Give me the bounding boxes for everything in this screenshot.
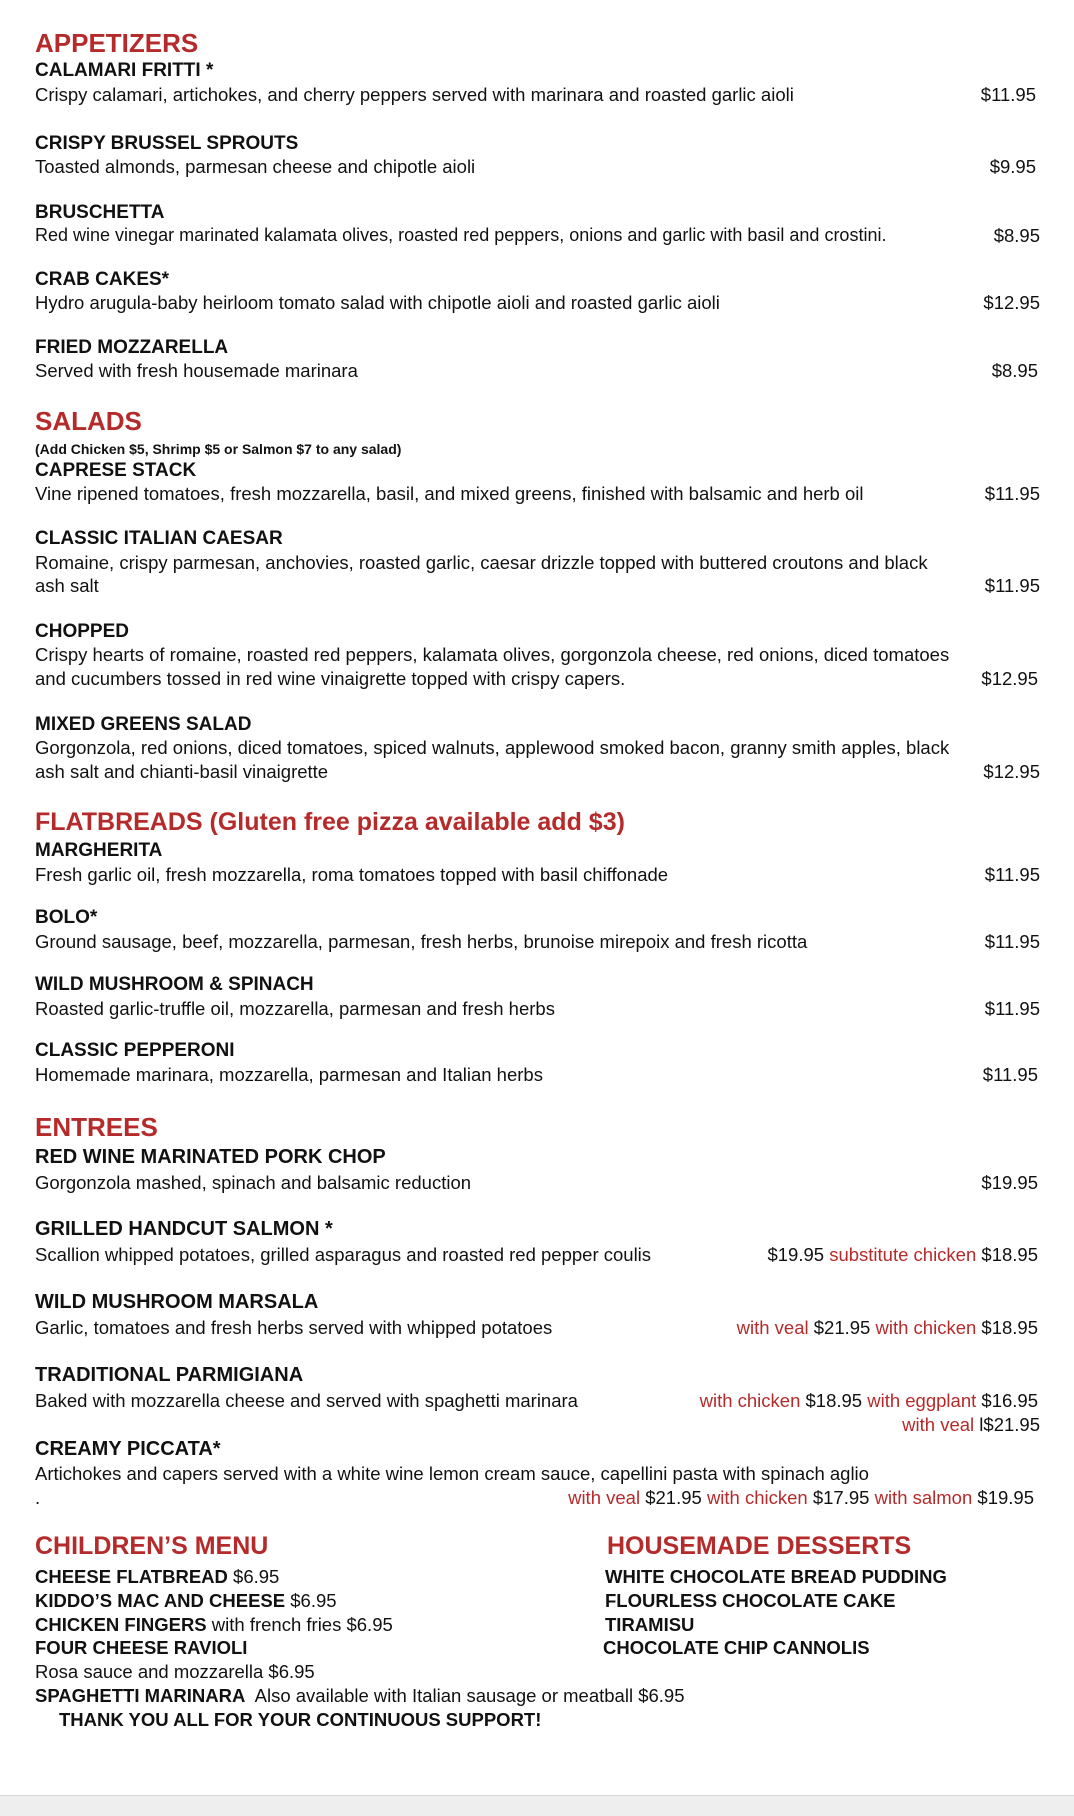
price: $19.95 bbox=[767, 1244, 825, 1265]
menu-item-description: ash salt bbox=[35, 575, 99, 596]
option-label: with chicken bbox=[699, 1390, 801, 1411]
menu-item-name: BRUSCHETTA bbox=[35, 202, 165, 223]
thank-you-message: THANK YOU ALL FOR YOUR CONTINUOUS SUPPORT! bbox=[59, 1709, 542, 1730]
menu-item-price: $12.95 bbox=[983, 761, 1040, 782]
menu-item-description: Gorgonzola, red onions, diced tomatoes, spiced walnuts, applewood smoked bacon, granny smith apples, black bbox=[35, 737, 950, 758]
option-label: with chicken bbox=[875, 1317, 977, 1338]
menu-item-name: CLASSIC ITALIAN CAESAR bbox=[35, 528, 283, 549]
menu-item-price: $8.95 bbox=[991, 360, 1038, 381]
option-price: $16.95 bbox=[981, 1390, 1038, 1411]
menu-item-name: GRILLED HANDCUT SALMON * bbox=[35, 1218, 333, 1240]
menu-item-price: $19.95 bbox=[981, 1172, 1038, 1193]
section-title-appetizers: APPETIZERS bbox=[35, 28, 199, 58]
menu-item-description: Artichokes and capers served with a white wine lemon cream sauce, capellini pasta with spinach aglio bbox=[35, 1463, 869, 1484]
child-item bbox=[35, 1566, 279, 1588]
menu-item-price: $12.95 bbox=[981, 668, 1038, 689]
option-price: $19.95 bbox=[977, 1487, 1034, 1508]
section-title-children: CHILDREN’S MENU bbox=[35, 1532, 269, 1560]
menu-item-description: Crispy hearts of romaine, roasted red peppers, kalamata olives, gorgonzola cheese, red onions, diced tomatoes bbox=[35, 644, 950, 665]
stray-dot: . bbox=[35, 1487, 41, 1508]
menu-item-price-options bbox=[902, 1414, 1040, 1436]
menu-item-name: MARGHERITA bbox=[35, 840, 163, 861]
menu-item-name: FRIED MOZZARELLA bbox=[35, 337, 229, 358]
menu-item-price-options bbox=[700, 1390, 1038, 1412]
menu-item-description: Vine ripened tomatoes, fresh mozzarella, basil, and mixed greens, finished with balsamic and herb oil bbox=[35, 483, 864, 504]
menu-item-description: Baked with mozzarella cheese and served with spaghetti marinara bbox=[35, 1390, 578, 1411]
option-label: with veal bbox=[568, 1487, 641, 1508]
section-title-flatbreads: FLATBREADS (Gluten free pizza available add $3) bbox=[35, 808, 625, 836]
child-item-name: KIDDO’S MAC AND CHEESE bbox=[35, 1590, 286, 1611]
menu-item-price: $11.95 bbox=[984, 998, 1040, 1019]
option-price: $18.95 bbox=[981, 1244, 1038, 1265]
menu-item-price-options bbox=[737, 1317, 1038, 1339]
option-price: $18.95 bbox=[805, 1390, 863, 1411]
dessert-item: WHITE CHOCOLATE BREAD PUDDING bbox=[605, 1566, 947, 1587]
menu-item-description: Crispy calamari, artichokes, and cherry peppers served with marinara and roasted garlic aioli bbox=[35, 84, 794, 105]
dessert-item: FLOURLESS CHOCOLATE CAKE bbox=[605, 1590, 896, 1611]
child-item bbox=[35, 1590, 337, 1612]
menu-item-name: MIXED GREENS SALAD bbox=[35, 714, 252, 735]
menu-item-description: ash salt and chianti-basil vinaigrette bbox=[35, 761, 329, 782]
menu-item-price: $11.95 bbox=[980, 84, 1036, 105]
child-item-price: $6.95 bbox=[233, 1566, 280, 1587]
menu-item-price: $11.95 bbox=[984, 575, 1040, 596]
menu-item-description: Gorgonzola mashed, spinach and balsamic reduction bbox=[35, 1172, 472, 1193]
child-item-name: CHICKEN FINGERS bbox=[35, 1614, 207, 1635]
option-label: with veal bbox=[902, 1414, 975, 1435]
menu-item-name: CRISPY BRUSSEL SPROUTS bbox=[35, 133, 299, 154]
menu-item-price: $11.95 bbox=[984, 931, 1040, 952]
menu-item-price-options bbox=[767, 1244, 1038, 1266]
child-item-extra: Also available with Italian sausage or meatball $6.95 bbox=[254, 1685, 685, 1706]
dessert-item: CHOCOLATE CHIP CANNOLIS bbox=[603, 1637, 870, 1658]
menu-item-description: Roasted garlic-truffle oil, mozzarella, parmesan and fresh herbs bbox=[35, 998, 555, 1019]
option-price: $21.95 bbox=[813, 1317, 871, 1338]
child-item-extra: with french fries $6.95 bbox=[211, 1614, 393, 1635]
menu-item-description: Romaine, crispy parmesan, anchovies, roasted garlic, caesar drizzle topped with buttered croutons and black bbox=[35, 552, 928, 573]
menu-item-description: Ground sausage, beef, mozzarella, parmesan, fresh herbs, brunoise mirepoix and fresh ricotta bbox=[35, 931, 808, 952]
option-label: with veal bbox=[736, 1317, 809, 1338]
menu-item-name: CRAB CAKES* bbox=[35, 269, 170, 290]
menu-item-price: $11.95 bbox=[982, 1064, 1038, 1085]
section-title-desserts: HOUSEMADE DESSERTS bbox=[607, 1532, 912, 1560]
menu-item-description: Red wine vinegar marinated kalamata olives, roasted red peppers, onions and garlic with basil and crostini. bbox=[35, 225, 887, 245]
child-item-name: CHEESE FLATBREAD bbox=[35, 1566, 228, 1587]
menu-item-price: $11.95 bbox=[984, 483, 1040, 504]
menu-item-name: CREAMY PICCATA* bbox=[35, 1438, 221, 1460]
child-item-name: FOUR CHEESE RAVIOLI bbox=[35, 1637, 248, 1658]
menu-item-price-options bbox=[568, 1487, 1034, 1509]
menu-item-price: $11.95 bbox=[984, 864, 1040, 885]
section-title-salads: SALADS bbox=[35, 406, 142, 436]
child-item bbox=[35, 1685, 685, 1707]
salads-addon-note: (Add Chicken $5, Shrimp $5 or Salmon $7 to any salad) bbox=[35, 441, 402, 457]
option-price: l$21.95 bbox=[979, 1414, 1040, 1435]
menu-item-description: and cucumbers tossed in red wine vinaigrette topped with crispy capers. bbox=[35, 668, 626, 689]
menu-item-name: CHOPPED bbox=[35, 621, 129, 642]
menu-item-name: TRADITIONAL PARMIGIANA bbox=[35, 1364, 304, 1386]
menu-item-description: Served with fresh housemade marinara bbox=[35, 360, 358, 381]
menu-item-description: Fresh garlic oil, fresh mozzarella, roma tomatoes topped with basil chiffonade bbox=[35, 864, 669, 885]
option-label: substitute chicken bbox=[829, 1244, 977, 1265]
menu-item-name: BOLO* bbox=[35, 907, 98, 928]
menu-item-name: CALAMARI FRITTI * bbox=[35, 60, 214, 81]
menu-item-description: Toasted almonds, parmesan cheese and chipotle aioli bbox=[35, 156, 476, 177]
menu-item-price: $8.95 bbox=[993, 225, 1040, 246]
option-label: with chicken bbox=[706, 1487, 808, 1508]
menu-item-price: $9.95 bbox=[989, 156, 1036, 177]
option-label: with eggplant bbox=[867, 1390, 977, 1411]
section-title-entrees: ENTREES bbox=[35, 1112, 158, 1142]
menu-item-description: Garlic, tomatoes and fresh herbs served with whipped potatoes bbox=[35, 1317, 553, 1338]
menu-item-name: WILD MUSHROOM MARSALA bbox=[35, 1291, 319, 1313]
menu-item-name: RED WINE MARINATED PORK CHOP bbox=[35, 1146, 386, 1168]
option-price: $17.95 bbox=[812, 1487, 870, 1508]
dessert-item: TIRAMISU bbox=[605, 1614, 695, 1635]
child-item-description: Rosa sauce and mozzarella $6.95 bbox=[35, 1661, 315, 1682]
menu-item-description: Scallion whipped potatoes, grilled asparagus and roasted red pepper coulis bbox=[35, 1244, 652, 1265]
bottom-toolbar-edge bbox=[0, 1795, 1074, 1816]
menu-item-description: Homemade marinara, mozzarella, parmesan and Italian herbs bbox=[35, 1064, 543, 1085]
child-item-price: $6.95 bbox=[290, 1590, 337, 1611]
option-price: $21.95 bbox=[645, 1487, 702, 1508]
menu-item-name: WILD MUSHROOM & SPINACH bbox=[35, 974, 314, 995]
option-label: with salmon bbox=[874, 1487, 973, 1508]
menu-item-name: CLASSIC PEPPERONI bbox=[35, 1040, 235, 1061]
menu-item-price: $12.95 bbox=[983, 292, 1040, 313]
menu-item-description: Hydro arugula-baby heirloom tomato salad with chipotle aioli and roasted garlic aioli bbox=[35, 292, 720, 313]
menu-item-name: CAPRESE STACK bbox=[35, 460, 197, 481]
option-price: $18.95 bbox=[981, 1317, 1038, 1338]
child-item bbox=[35, 1614, 393, 1636]
child-item-name: SPAGHETTI MARINARA bbox=[35, 1685, 246, 1706]
